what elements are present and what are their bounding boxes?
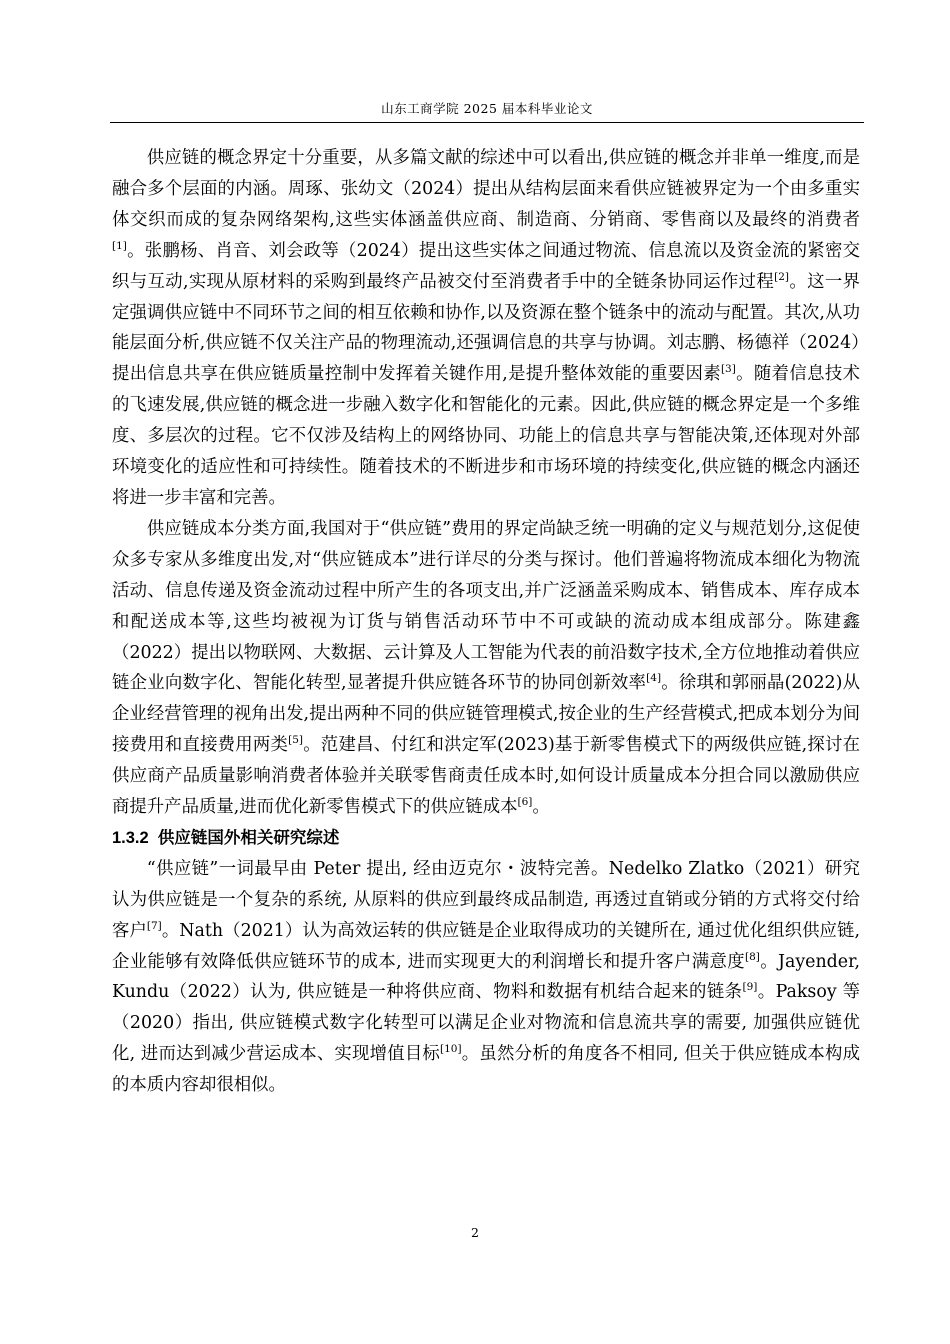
page-number: 2: [471, 1225, 479, 1240]
citation: [4]: [646, 672, 662, 685]
citation: [5]: [288, 734, 304, 747]
text-segment: 供应链的概念界定十分重要，从多篇文献的综述中可以看出,供应链的概念并非单一维度,而是融合多个层面的内涵。周琢、张幼文（2024）提出从结构层面来看供应链被界定为一个由多重实体交织而成的复杂网络架构,这些实体涵盖供应商、制造商、分销商、零售商以及最终的消费者: [112, 148, 860, 230]
text-segment: 。虽然分析的角度各不相同, 但关于供应链成本构成的本质内容却很相似。: [112, 1044, 861, 1096]
citation: [3]: [720, 363, 736, 376]
text-segment: 。范建昌、付红和洪定军(2023)基于新零售模式下的两级供应链,探讨在供应商产品质量影响消费者体验并关联零售商责任成本时,如何设计质量成本分担合同以激励供应商提升产品质量,进而优化新零售模式下的供应链成本: [112, 735, 860, 818]
text-segment: 。Nath（2021）认为高效运转的供应链是企业取得成功的关键所在, 通过优化组织供应链, 企业能够有效降低供应链环节的成本, 进而实现更大的利润增长和提升客户满意度: [112, 920, 860, 972]
paragraph-foreign-research: [112, 854, 860, 1101]
text-segment: 。徐琪和郭丽晶(2022)从企业经营管理的视角出发,提出两种不同的供应链管理模式,按企业的生产经营模式,把成本划分为间接费用和直接费用两类: [112, 673, 861, 756]
header-rule: [110, 122, 864, 123]
citation: [6]: [517, 796, 533, 809]
running-header: 山东工商学院 2025 届本科毕业论文: [381, 101, 593, 116]
citation: [2]: [774, 270, 790, 283]
section-title: 供应链国外相关研究综述: [157, 828, 340, 847]
paragraph-supply-chain-concept: [112, 143, 860, 514]
citation: [8]: [744, 950, 760, 963]
citation: [9]: [742, 981, 758, 994]
text-segment: 供应链成本分类方面,我国对于“供应链”费用的界定尚缺乏统一明确的定义与规范划分,这促使众多专家从多维度出发,对“供应链成本”进行详尽的分类与探讨。他们普遍将物流成本细化为物流活动、信息传递及资金流动过程中所产生的各项支出,并广泛涵盖采购成本、销售成本、库存成本和配送成本等,这些均被视为订货与销售活动环节中不可或缺的流动成本组成部分。陈建鑫（2022）提出以物联网、大数据、云计算及人工智能为代表的前沿数字技术,全方位地推动着供应链企业向数字化、智能化转型,显著提升供应链各环节的协同创新效率: [112, 518, 860, 694]
paragraph-cost-classification: [112, 514, 860, 823]
section-number: 1.3.2: [112, 828, 149, 847]
text-segment: 。这一界定强调供应链中不同环节之间的相互依赖和协作,以及资源在整个链条中的流动与配置。其次,从功能层面分析,供应链不仅关注产品的物理流动,还强调信息的共享与协调。刘志鹏、杨德祥（2024）提出信息共享在供应链质量控制中发挥着关键作用,是提升整体效能的重要因素: [112, 271, 860, 385]
citation: [7]: [146, 919, 162, 932]
body-text: [112, 143, 860, 1101]
text-segment: 。随着信息技术的飞速发展,供应链的概念进一步融入数字化和智能化的元素。因此,供应链的概念界定是一个多维度、多层次的过程。它不仅涉及结构上的网络协同、功能上的信息共享与智能决策,还体现对外部环境变化的适应性和可持续性。随着技术的不断进步和市场环境的持续变化,供应链的概念内涵还将进一步丰富和完善。: [112, 364, 860, 508]
citation: [10]: [440, 1043, 462, 1056]
citation: [1]: [112, 239, 127, 252]
text-segment: 。: [532, 797, 550, 818]
text-segment: 。Paksoy 等（2020）指出, 供应链模式数字化转型可以满足企业对物流和信息流共享的需要, 加强供应链优化, 进而达到减少营运成本、实现增值目标: [112, 982, 860, 1065]
text-segment: “供应链”一词最早由 Peter 提出, 经由迈克尔・波特完善。Nedelko Zlatko（2021）研究认为供应链是一个复杂的系统, 从原料的供应到最终成品制造, 再透过直销或分销的方式将交付给客户: [112, 858, 860, 941]
text-segment: 。Jayender, Kundu（2022）认为, 供应链是一种将供应商、物料和数据有机结合起来的链条: [112, 951, 860, 1003]
section-heading: [112, 823, 860, 854]
text-segment: 。张鹏杨、肖音、刘会政等（2024）提出这些实体之间通过物流、信息流以及资金流的紧密交织与互动,实现从原材料的采购到最终产品被交付至消费者手中的全链条协同运作过程: [112, 240, 860, 292]
